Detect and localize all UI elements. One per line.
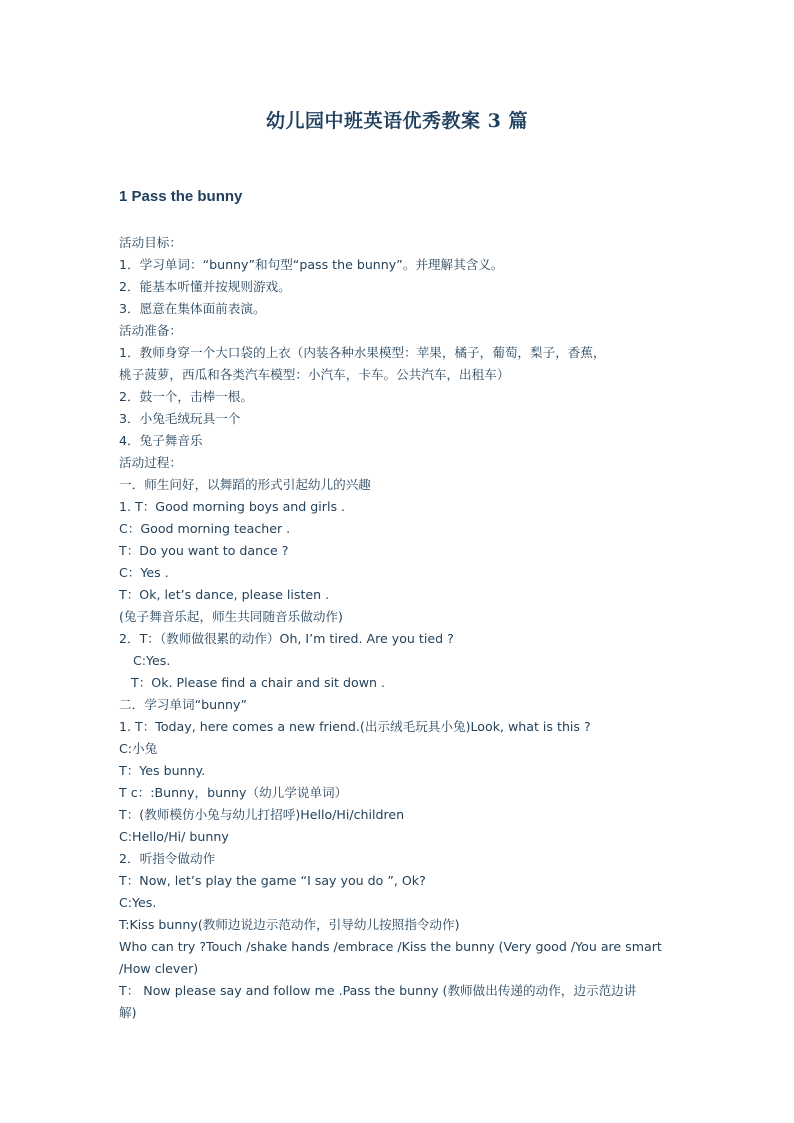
text-line: 一．师生问好，以舞蹈的形式引起幼儿的兴趣 [119, 477, 371, 492]
text-line: 2．鼓一个，击棒一根。 [119, 389, 253, 404]
document-title: 幼儿园中班英语优秀教案 3 篇 [266, 110, 528, 132]
text-line: T：Now, let’s play the game “I say you do ”, Ok? [119, 873, 426, 888]
text-line: 2．T：（教师做很累的动作）Oh, I’m tired. Are you tied ? [119, 631, 454, 646]
text-line: C：Yes . [119, 565, 169, 580]
text-line: 1. T：Good morning boys and girls . [119, 499, 346, 514]
text-line: T：Ok, let’s dance, please listen . [119, 587, 330, 602]
text-line: 活动目标： [119, 235, 182, 250]
text-line: 2．听指令做动作 [119, 851, 216, 866]
text-line: 1. T：Today, here comes a new friend.(出示绒毛玩具小兔)Look, what is this ? [119, 719, 591, 734]
text-line: 1．学习单词：“bunny”和句型“pass the bunny”。并理解其含义。 [119, 257, 504, 272]
text-line: C：Good morning teacher . [119, 521, 291, 536]
text-line: T： Now please say and follow me .Pass the bunny (教师做出传递的动作，边示范边讲 [119, 983, 637, 998]
text-line: T：Do you want to dance ? [119, 543, 289, 558]
text-line: (兔子舞音乐起，师生共同随音乐做动作) [119, 609, 343, 624]
text-line: T c：:Bunny，bunny（幼儿学说单词） [119, 785, 348, 800]
text-line: 3．愿意在集体面前表演。 [119, 301, 266, 316]
text-line: 3．小兔毛绒玩具一个 [119, 411, 241, 426]
text-line: 二．学习单词“bunny” [119, 697, 248, 712]
text-line: 活动准备： [119, 323, 182, 338]
text-line: C:Hello/Hi/ bunny [119, 829, 229, 844]
text-line: 1．教师身穿一个大口袋的上衣（内装各种水果模型：苹果，橘子，葡萄，梨子，香蕉， [119, 345, 606, 360]
text-line: 解) [119, 1005, 137, 1020]
lesson-body [119, 232, 679, 1024]
text-line: 4．兔子舞音乐 [119, 433, 203, 448]
text-line: C:Yes. [119, 895, 157, 910]
text-line: C:小兔 [119, 741, 158, 756]
text-line: 桃子菠萝，西瓜和各类汽车模型：小汽车，卡车。公共汽车，出租车） [119, 367, 510, 382]
text-line: Who can try ?Touch /shake hands /embrace /Kiss the bunny (Very good /You are smart [119, 939, 662, 954]
section-heading: 1 Pass the bunny [119, 188, 243, 205]
text-line: 2．能基本听懂并按规则游戏。 [119, 279, 291, 294]
text-line: T：(教师模仿小兔与幼儿打招呼)Hello/Hi/children [119, 807, 405, 822]
text-line: 活动过程： [119, 455, 182, 470]
text-line: C:Yes. [133, 653, 171, 668]
text-line: T：Yes bunny. [119, 763, 206, 778]
text-line: /How clever) [119, 961, 199, 976]
text-line: T：Ok. Please find a chair and sit down . [131, 675, 385, 690]
text-line: T:Kiss bunny(教师边说边示范动作，引导幼儿按照指令动作) [119, 917, 460, 932]
